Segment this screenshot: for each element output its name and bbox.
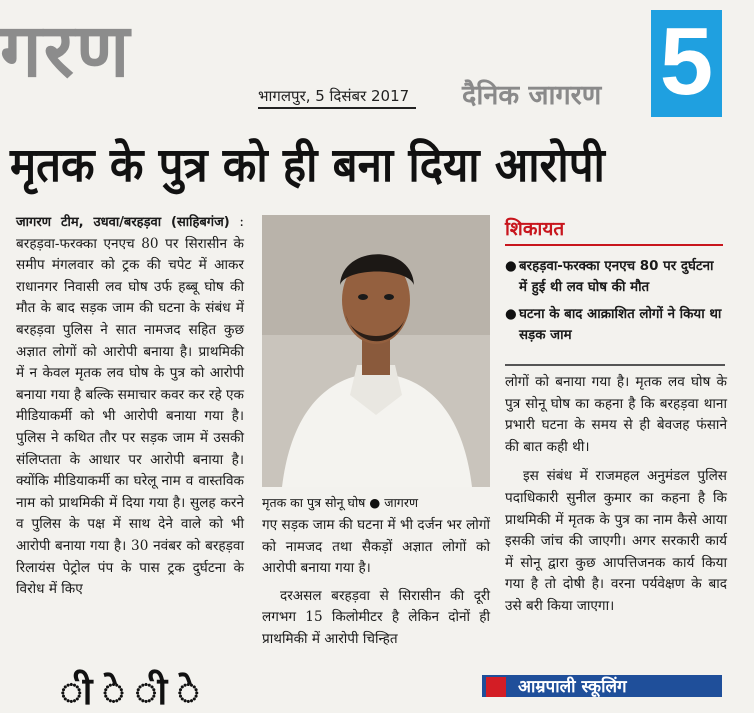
middle-para-2: दरअसल बरहड़वा से सिरासीन की दूरी लगभग 15 किलोमीटर है लेकिन दोनों ही प्राथमिकी में आरोपी चिन्हित (262, 587, 490, 647)
dateline-rule (258, 107, 416, 109)
left-body-text: : बरहड़वा-फरक्का एनएच 80 पर सिरासीन के समीप मंगलवार को ट्रक की चपेट में आकर राधानगर निवासी लव घोष उर्फ हब्बू घोष की मौत के बाद सड़क जाम की घटना के संबंध में बरहड़वा पुलिस ने सात नामजद सहित कुछ अज्ञात लोगों को आरोपी बनाया है। प्राथमिकी में न केवल मृतक लव घोष के पुत्र को आरोपी बनाया गया है बल्कि समाचार कवर कर रहे एक मीडियाकर्मी को भी आरोपी बनाया गया है। पुलिस ने कथित तौर पर सड़क जाम में उसकी संलिप्तता के आधार पर आरोपी बनाया है। क्योंकि मीडियाकर्मी का घरेलू नाम व वास्तविक नाम को प्राथमिकी में दिया गया है। सुलह करने व पुलिस के पक्ष में साथ देने वाले को भी आरोपी बनाया गया है। 30 नवंबर को बरहड़वा रिलायंस पेट्रोल पंप के पास ट्रक दुर्घटना के विरोध में किए (16, 214, 245, 598)
sidebar-box-rule (505, 364, 725, 366)
middle-para-1: गए सड़क जाम की घटना में भी दर्जन भर लोगों को नामजद तथा सैकड़ों अज्ञात लोगों को आरोपी बनाया गया है। (262, 517, 490, 577)
bullet-item (505, 304, 725, 346)
news-photo (262, 215, 490, 487)
byline: जागरण टीम, उधवा/बरहड़वा (साहिबगंज) (16, 215, 230, 230)
caption-dot: ● (369, 495, 385, 510)
bullet-text: बरहड़वा-फरक्का एनएच 80 पर दुर्घटना में हुई थी लव घोष की मौत (519, 259, 714, 295)
left-article-column (16, 212, 244, 601)
next-headline-fragment: ी े ी े (60, 669, 200, 713)
bullet-dot-icon: ● (505, 307, 517, 322)
caption-credit: जागरण (384, 495, 418, 510)
right-para-2: इस संबंध में राजमहल अनुमंडल पुलिस पदाधिकारी सुनील कुमार का कहना है कि प्राथमिकी में मृतक के पुत्र का नाम कैसे आया इसकी जांच की जाएगी। अगर सरकारी कार्य में सोनू द्वारा कुछ आपत्तिजनक कार्य किया गया है तो दोषी है। वरना पर्यवेक्षण के बाद उसे बरी किया जाएगा। (505, 468, 727, 614)
newspaper-brand: दैनिक जागरण (462, 80, 602, 111)
bullet-dot-icon: ● (505, 259, 517, 274)
sidebar-bullets (505, 256, 725, 352)
sidebar-heading-rule (505, 244, 723, 246)
caption-text: मृतक का पुत्र सोनू घोष (262, 495, 366, 510)
page-number-box: 5 (651, 10, 722, 117)
bullet-item (505, 256, 725, 298)
bullet-text: घटना के बाद आक्राशित लोगों ने किया था सड़क जाम (519, 307, 722, 343)
page-title: मृतक के पुत्र को ही बना दिया आरोपी (10, 138, 605, 193)
photo-caption (262, 494, 490, 511)
sidebar-heading: शिकायत (505, 218, 565, 240)
dateline: भागलपुर, 5 दिसंबर 2017 (258, 87, 410, 105)
advertisement-banner: आम्रपाली स्कूलिंग (482, 675, 722, 697)
masthead-brand-fragment: गरण (0, 8, 132, 94)
person-photo-illustration (262, 215, 490, 487)
right-article-column (505, 372, 727, 618)
middle-article-column (262, 515, 490, 651)
right-para-1: लोगों को बनाया गया है। मृतक लव घोष के पुत्र सोनू घोष का कहना है कि बरहड़वा थाना प्रभारी घटना के समय से ही बेवजह फंसाने की बात कही थी। (505, 374, 727, 455)
advertisement-logo-icon (486, 677, 506, 697)
